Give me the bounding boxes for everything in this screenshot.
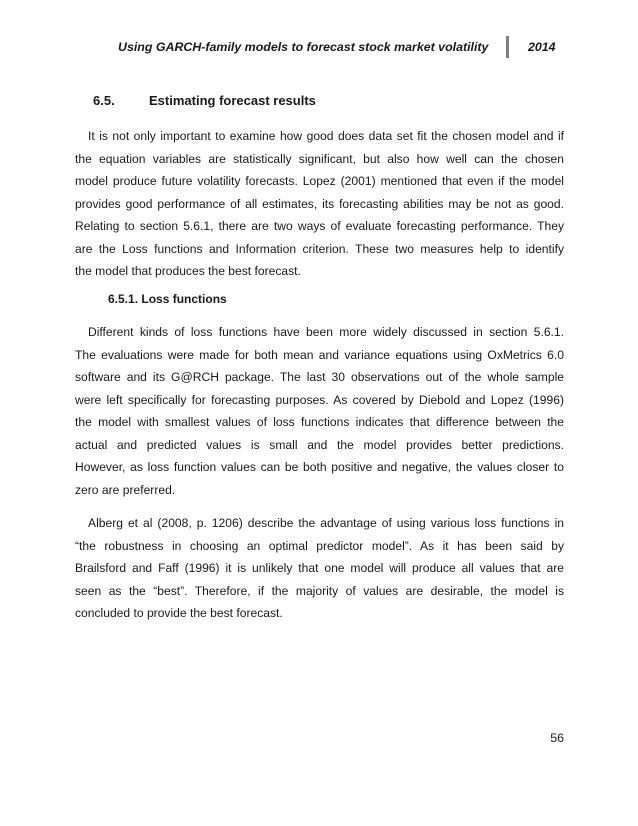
paragraph-line: However, as loss function values can be both positive and negative, the values closer to [75, 460, 564, 474]
paragraph-line: Alberg et al (2008, p. 1206) describe the advantage of using various loss functions in [88, 516, 564, 530]
paragraph-line: Different kinds of loss functions have been more widely discussed in section 5.6.1. [88, 325, 564, 339]
paragraph-loss-functions [75, 321, 564, 501]
paragraph-line: actual and predicted values is small and the model provides better predictions. [75, 437, 564, 452]
paragraph-line: “the robustness in choosing an optimal predictor model”. As it has been said by [75, 538, 564, 553]
page-number: 56 [550, 731, 564, 745]
paragraph-line: Brailsford and Faff (1996) it is unlikely that one model will produce all values that are [75, 561, 564, 575]
paragraph-line: the model that produces the best forecast. [75, 264, 301, 278]
paragraph-line: software and its G@RCH package. The last 30 observations out of the whole sample [75, 370, 564, 384]
header-title: Using GARCH-family models to forecast stock market volatility [118, 40, 489, 54]
paragraph-line: provides good performance of all estimates, its forecasting abilities may be not as good. [75, 196, 564, 211]
header-divider [506, 36, 509, 58]
subsection-heading: 6.5.1. Loss functions [108, 292, 227, 306]
paragraph-line: were left specifically for forecasting purposes. As covered by Diebold and Lopez (1996) [75, 392, 564, 407]
paragraph-forecast-intro [75, 125, 564, 283]
header-year: 2014 [528, 40, 556, 54]
paragraph-line: the model with smallest values of loss functions indicates that difference between the [75, 415, 564, 429]
section-title: Estimating forecast results [149, 93, 316, 108]
running-header [118, 36, 562, 60]
section-number: 6.5. [93, 93, 115, 108]
paragraph-line: The evaluations were made for both mean and variance equations using OxMetrics 6.0 [75, 347, 564, 362]
paragraph-line: concluded to provide the best forecast. [75, 606, 283, 620]
paragraph-line: It is not only important to examine how good does data set fit the chosen model and if [88, 129, 564, 143]
paragraph-line: seen as the “best”. Therefore, if the majority of values are desirable, the model is [75, 583, 564, 598]
paragraph-line: are the Loss functions and Information criterion. These two measures help to identify [75, 241, 564, 256]
paragraph-line: the equation variables are statistically significant, but also how well can the chosen [75, 151, 564, 166]
paragraph-line: model produce future volatility forecasts. Lopez (2001) mentioned that even if the model [75, 174, 564, 188]
paragraph-line: Relating to section 5.6.1, there are two ways of evaluate forecasting performance. They [75, 219, 564, 233]
section-heading [93, 93, 316, 108]
paragraph-line: zero are preferred. [75, 482, 176, 497]
paragraph-alberg [75, 512, 564, 625]
